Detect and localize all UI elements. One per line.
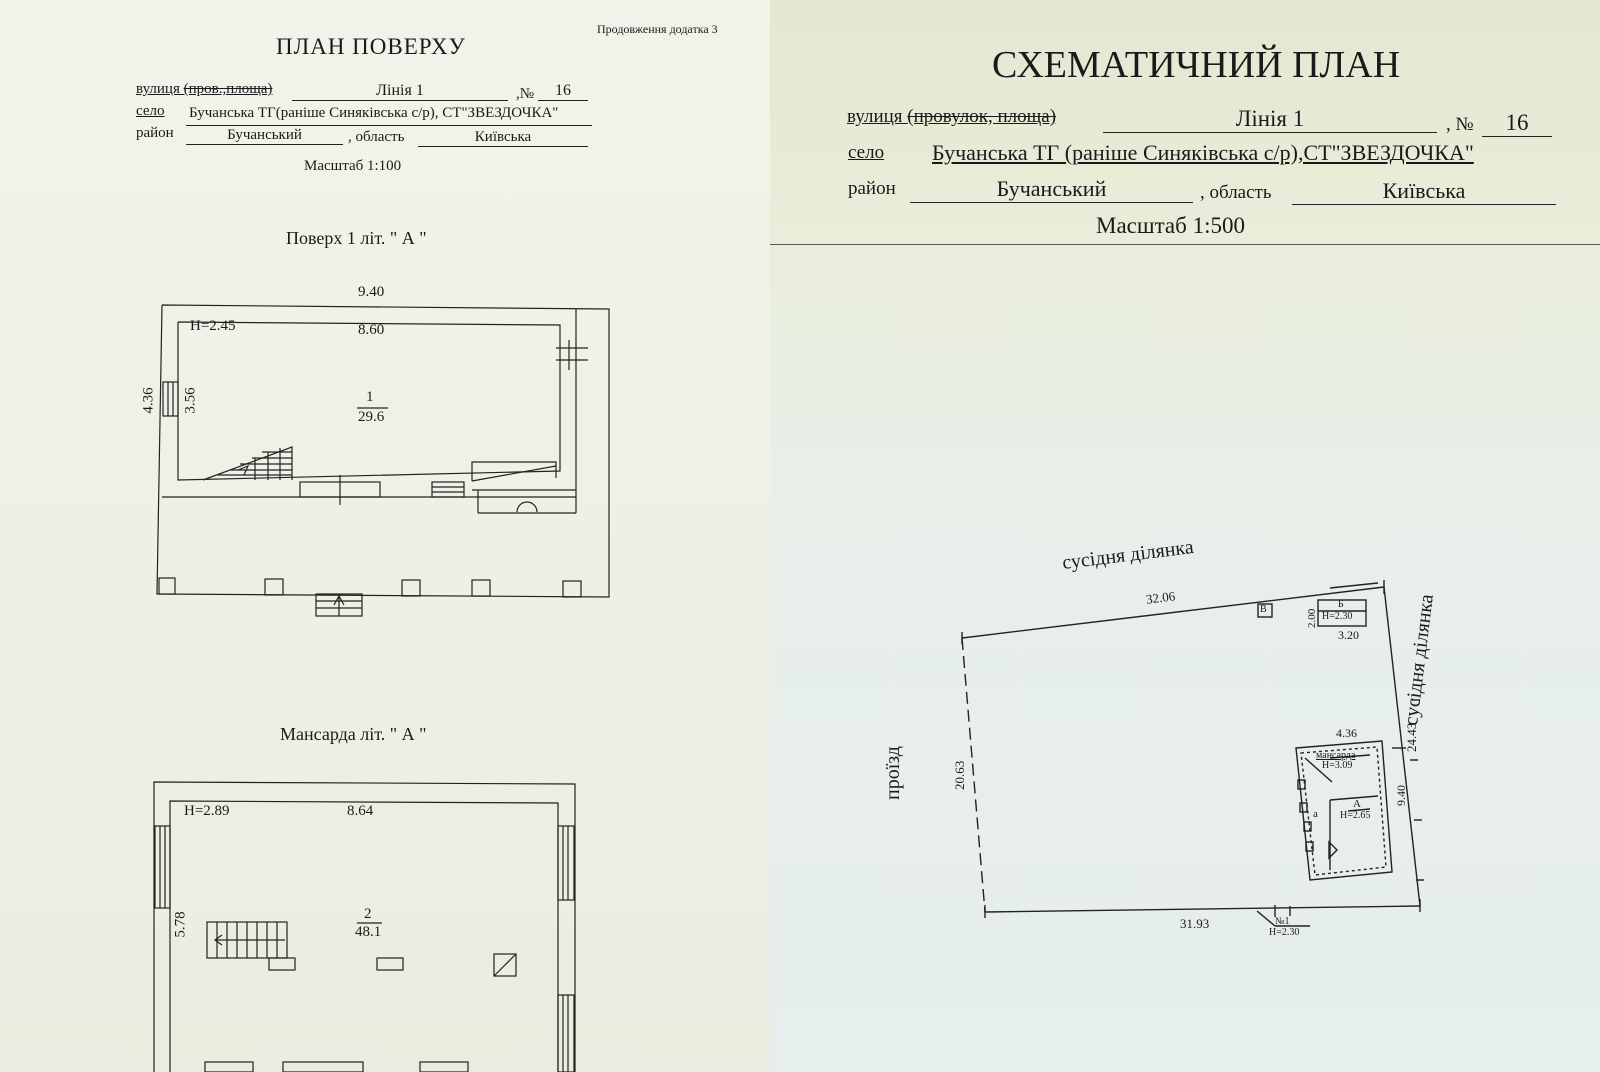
appendix-note: Продовження додатка 3 bbox=[597, 22, 718, 36]
region-label: , область bbox=[1200, 182, 1272, 203]
attic-height: H=2.89 bbox=[184, 803, 230, 819]
gate-height: H=2.30 bbox=[1269, 927, 1300, 938]
village-value: Бучанська ТГ(раніше Синяківська с/р), СТ"ЗВЕЗДОЧКА" bbox=[189, 105, 559, 121]
neighbor-right-label: сусідня ділянка bbox=[1400, 592, 1438, 727]
floor1-height: H=2.45 bbox=[190, 318, 236, 334]
neighbor-top-label: сусідня ділянка bbox=[1061, 536, 1195, 574]
house-label: А bbox=[1353, 798, 1361, 810]
street-value: Лінія 1 bbox=[1103, 106, 1437, 133]
district-label: район bbox=[136, 125, 174, 141]
district-label: район bbox=[848, 178, 896, 199]
attic-inner-width: 8.64 bbox=[347, 803, 374, 819]
region-value: Київська bbox=[1292, 178, 1556, 205]
attic-room-area: 48.1 bbox=[355, 924, 382, 940]
attic-drawing bbox=[0, 0, 770, 1072]
floor1-outer-depth: 4.36 bbox=[140, 387, 157, 414]
village-value: Бучанська ТГ (раніше Синяківська с/р),СТ"ЗВЕЗДОЧКА" bbox=[932, 140, 1474, 165]
attic-room-number: 2 bbox=[364, 906, 372, 922]
top-length: 32.06 bbox=[1145, 588, 1176, 607]
number-value: 16 bbox=[1482, 110, 1552, 137]
floor-plan-page bbox=[0, 0, 770, 1072]
street-label: вулиця (провулок, площа) bbox=[847, 106, 1057, 127]
porch-label: а bbox=[1313, 808, 1318, 820]
house-width: 4.36 bbox=[1336, 726, 1357, 740]
village-label: село bbox=[136, 103, 165, 119]
shed-depth: 2.00 bbox=[1306, 608, 1318, 628]
number-label: , № bbox=[1446, 114, 1474, 135]
gate-label: №1 bbox=[1275, 916, 1290, 927]
floor1-room-number: 1 bbox=[366, 389, 374, 405]
schematic-plan-page bbox=[770, 0, 1600, 1072]
floor1-room-area: 29.6 bbox=[358, 409, 385, 425]
scale-label: Масштаб 1:100 bbox=[304, 158, 402, 174]
region-label: , область bbox=[348, 129, 405, 145]
village-label: село bbox=[848, 142, 885, 163]
page-title: ПЛАН ПОВЕРХУ bbox=[276, 34, 466, 59]
floor1-inner-depth: 3.56 bbox=[182, 387, 199, 414]
street-label: вулиця (пров.,площа) bbox=[136, 81, 273, 97]
scale-label: Масштаб 1:500 bbox=[1096, 213, 1245, 238]
house-height: H=2.65 bbox=[1340, 810, 1371, 821]
right-length: 24.43 bbox=[1404, 722, 1419, 752]
bottom-length: 31.93 bbox=[1180, 916, 1210, 931]
attic-heading: Мансарда літ. " А " bbox=[280, 724, 427, 744]
attic-height: H=3.09 bbox=[1322, 760, 1353, 771]
floor1-outer-width: 9.40 bbox=[358, 284, 385, 300]
shed-height: H=2.30 bbox=[1322, 611, 1353, 622]
left-length: 20.63 bbox=[952, 760, 967, 790]
district-value: Бучанський bbox=[910, 176, 1193, 203]
page-title: СХЕМАТИЧНИЙ ПЛАН bbox=[992, 44, 1401, 86]
district-value: Бучанський bbox=[186, 127, 343, 145]
shed-label: Б bbox=[1338, 599, 1344, 610]
street-value: Лінія 1 bbox=[292, 82, 508, 101]
marker-v: В bbox=[1260, 604, 1267, 615]
attic-inner-depth: 5.78 bbox=[172, 911, 189, 938]
number-label: ,№ bbox=[516, 86, 535, 102]
house-depth: 9.40 bbox=[1394, 785, 1408, 806]
floor1-heading: Поверх 1 літ. " А " bbox=[286, 228, 427, 248]
shed-width: 3.20 bbox=[1338, 628, 1359, 642]
region-value: Київська bbox=[418, 129, 588, 147]
passage-label: проїзд bbox=[882, 746, 904, 800]
number-value: 16 bbox=[538, 82, 588, 101]
floor1-inner-width: 8.60 bbox=[358, 322, 385, 338]
attic-label: мансарда bbox=[1316, 750, 1356, 761]
